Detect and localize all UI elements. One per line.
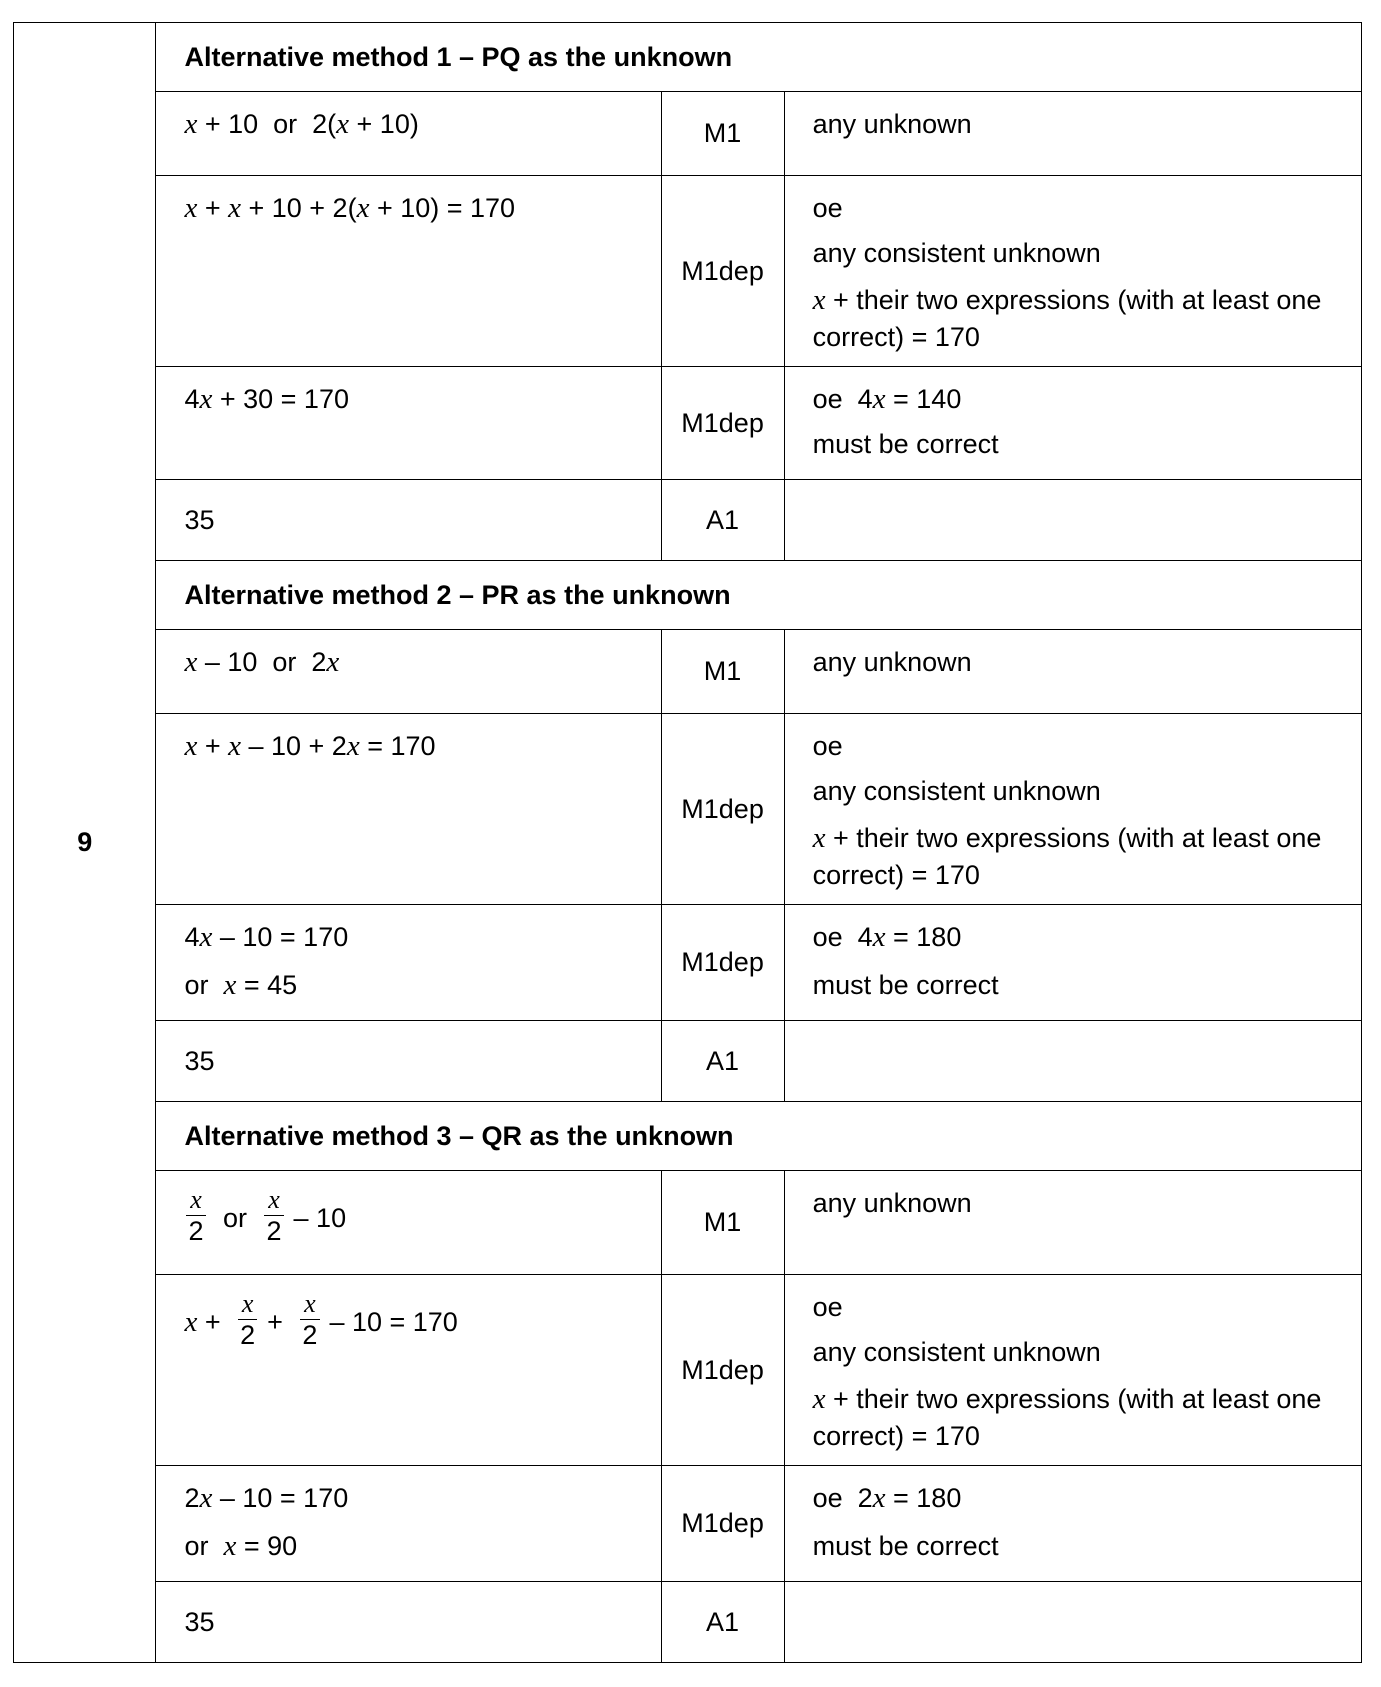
table-row xyxy=(14,905,1362,1021)
working-cell xyxy=(156,1275,661,1466)
mark-cell: M1 xyxy=(661,630,784,714)
table-row xyxy=(14,92,1362,176)
mark-cell: M1dep xyxy=(661,1275,784,1466)
mark-cell: A1 xyxy=(661,480,784,561)
comment-line: any consistent unknown xyxy=(812,238,1101,268)
working-line: $\frac{x}{2}$ or $\frac{x}{2}$ – 10 xyxy=(184,1187,648,1250)
working-line: 4x – 10 = 170 xyxy=(184,921,349,953)
working-cell xyxy=(156,367,661,480)
table-row xyxy=(14,176,1362,367)
comment-line: must be correct xyxy=(812,970,999,1000)
working-line: x + x + 10 + 2(x + 10) = 170 xyxy=(184,192,516,224)
working-cell: 35 xyxy=(156,480,661,561)
comment-cell xyxy=(784,176,1361,367)
comment-line: must be correct xyxy=(812,1531,999,1561)
working-cell xyxy=(156,1466,661,1582)
working-line: x + x – 10 + 2x = 170 xyxy=(184,730,436,762)
method-heading: Alternative method 2 – PR as the unknown xyxy=(156,561,1362,630)
working-line: 4x + 30 = 170 xyxy=(184,383,349,415)
comment-line: must be correct xyxy=(812,429,999,459)
mark-cell: M1dep xyxy=(661,367,784,480)
working-line: or x = 45 xyxy=(184,969,298,1001)
fraction: $\frac{x}{2}$ xyxy=(236,1289,259,1350)
working-line: x + 10 or 2(x + 10) xyxy=(184,108,419,140)
comment-cell xyxy=(784,630,1361,714)
question-number: 9 xyxy=(14,23,156,1663)
working-cell: 35 xyxy=(156,1582,661,1663)
working-line: or x = 90 xyxy=(184,1530,298,1562)
comment-line: any unknown xyxy=(812,647,972,677)
working-line: x + $\frac{x}{2}$ + $\frac{x}{2}$ – 10 = 170 xyxy=(184,1289,458,1351)
comment-line: any unknown xyxy=(812,109,972,139)
comment-line: any unknown xyxy=(812,1188,972,1218)
working-line: 2x – 10 = 170 xyxy=(184,1482,349,1514)
table-row xyxy=(14,714,1362,905)
comment-line: x + their two expressions (with at least one correct) = 170 xyxy=(812,822,1322,890)
mark-scheme-sheet xyxy=(13,22,1362,1676)
mark-cell: A1 xyxy=(661,1582,784,1663)
method-2-heading-row xyxy=(14,561,1362,630)
comment-cell xyxy=(784,1466,1361,1582)
working-cell xyxy=(156,630,661,714)
mark-cell: M1 xyxy=(661,1171,784,1275)
comment-cell xyxy=(784,1275,1361,1466)
table-row xyxy=(14,1171,1362,1275)
working-cell xyxy=(156,92,661,176)
comment-cell xyxy=(784,905,1361,1021)
comment-line: any consistent unknown xyxy=(812,1337,1101,1367)
comment-cell xyxy=(784,480,1361,561)
working-cell xyxy=(156,905,661,1021)
comment-line: oe xyxy=(812,731,843,761)
working-cell xyxy=(156,176,661,367)
working-cell xyxy=(156,1171,661,1275)
method-heading: Alternative method 1 – PQ as the unknown xyxy=(156,23,1362,92)
table-row xyxy=(14,1275,1362,1466)
method-3-heading-row xyxy=(14,1102,1362,1171)
comment-cell xyxy=(784,367,1361,480)
table-row xyxy=(14,1582,1362,1663)
comment-line: oe xyxy=(812,1292,843,1322)
table-row xyxy=(14,480,1362,561)
mark-cell: A1 xyxy=(661,1021,784,1102)
comment-cell xyxy=(784,1582,1361,1663)
table-row xyxy=(14,1466,1362,1582)
comment-cell xyxy=(784,1171,1361,1275)
mark-cell: M1 xyxy=(661,92,784,176)
fraction: $\frac{x}{2}$ xyxy=(263,1185,286,1246)
comment-line: oe 4x = 140 xyxy=(812,383,962,415)
comment-line: x + their two expressions (with at least one correct) = 170 xyxy=(812,284,1322,352)
table-row xyxy=(14,630,1362,714)
method-heading: Alternative method 3 – QR as the unknown xyxy=(156,1102,1362,1171)
comment-line: oe 4x = 180 xyxy=(812,921,962,953)
table-row xyxy=(14,1021,1362,1102)
mark-scheme-table xyxy=(13,22,1362,1663)
working-cell xyxy=(156,714,661,905)
comment-cell xyxy=(784,714,1361,905)
fraction: $\frac{x}{2}$ xyxy=(184,1185,207,1246)
method-1-heading-row xyxy=(14,23,1362,92)
mark-cell: M1dep xyxy=(661,176,784,367)
comment-line: oe xyxy=(812,193,843,223)
comment-cell xyxy=(784,92,1361,176)
fraction: $\frac{x}{2}$ xyxy=(298,1289,321,1350)
comment-cell xyxy=(784,1021,1361,1102)
comment-line: x + their two expressions (with at least one correct) = 170 xyxy=(812,1383,1322,1451)
table-row xyxy=(14,367,1362,480)
mark-cell: M1dep xyxy=(661,1466,784,1582)
mark-cell: M1dep xyxy=(661,905,784,1021)
mark-cell: M1dep xyxy=(661,714,784,905)
comment-line: any consistent unknown xyxy=(812,776,1101,806)
comment-line: oe 2x = 180 xyxy=(812,1482,962,1514)
working-line: x – 10 or 2x xyxy=(184,646,340,678)
working-cell: 35 xyxy=(156,1021,661,1102)
